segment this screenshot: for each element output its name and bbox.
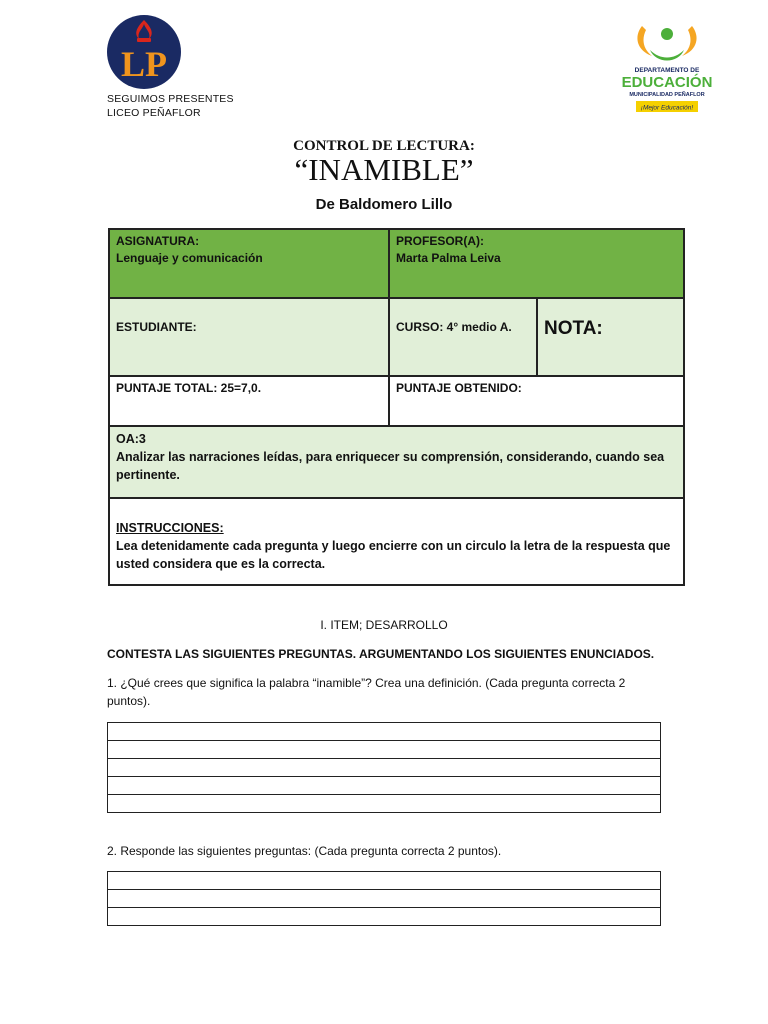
document-title: “INAMIBLE” [294,152,474,187]
answer-line[interactable] [108,741,660,759]
oa-label: OA:3 [116,432,146,446]
puntaje-obtenido-label: PUNTAJE OBTENIDO: [396,381,522,395]
answer-box-2[interactable] [107,871,661,926]
asignatura-value: Lenguaje y comunicación [116,251,263,265]
school-logo [106,14,182,90]
asignatura-label: ASIGNATURA: [116,234,200,248]
asignatura-cell [110,230,388,297]
answer-line[interactable] [108,908,660,926]
document-author: De Baldomero Lillo [315,196,453,213]
dept-logo-line-1: DEPARTAMENTO DE [634,67,700,74]
school-line-2: LICEO PEÑAFLOR [107,107,201,119]
dept-logo-tagline: ¡Mejor Educación! [640,104,694,112]
oa-text: Analizar las narraciones leídas, para enriquecer su comprensión, considerando, cuando sea pertinente. [116,450,665,482]
curso-cell [388,297,536,375]
instrucciones-label: INSTRUCCIONES: [116,521,224,535]
school-name [107,92,234,120]
section-heading: I. ITEM; DESARROLLO [320,618,448,632]
info-table [108,228,685,586]
answer-line[interactable] [108,890,660,908]
question-1: 1. ¿Qué crees que significa la palabra “inamible”? Crea una definición. (Cada pregunta correcta 2 puntos). [107,676,626,708]
profesor-cell [388,230,683,297]
answer-line[interactable] [108,872,660,890]
puntaje-total-cell [110,375,388,425]
estudiante-cell [110,297,388,375]
school-logo-letters: LP [120,44,168,84]
dept-logo-line-2: EDUCACIÓN [621,74,713,91]
instrucciones-text: Lea detenidamente cada pregunta y luego encierre con un circulo la letra de la respuesta que usted considera que es la correcta. [116,539,671,571]
estudiante-label: ESTUDIANTE: [116,320,197,334]
nota-cell [536,297,683,375]
nota-label: NOTA: [544,318,603,339]
dept-logo-line-3: MUNICIPALIDAD PEÑAFLOR [629,92,705,98]
school-line-1: SEGUIMOS PRESENTES [107,93,234,105]
oa-cell [110,425,683,497]
answer-line[interactable] [108,777,660,795]
document-title-label: CONTROL DE LECTURA: [293,138,475,154]
puntaje-total: PUNTAJE TOTAL: 25=7,0. [116,381,262,395]
question-2: 2. Responde las siguientes preguntas: (Cada pregunta correcta 2 puntos). [107,844,502,858]
education-department-logo [612,20,722,116]
answer-line[interactable] [108,795,660,813]
answer-line[interactable] [108,759,660,777]
profesor-label: PROFESOR(A): [396,234,484,248]
answer-line[interactable] [108,723,660,741]
answer-box-1[interactable] [107,722,661,813]
section-instruction: CONTESTA LAS SIGUIENTES PREGUNTAS. ARGUMENTANDO LOS SIGUIENTES ENUNCIADOS. [107,647,655,661]
puntaje-obtenido-cell [388,375,683,425]
profesor-value: Marta Palma Leiva [396,251,501,265]
curso-label: CURSO: 4° medio A. [396,320,512,334]
instrucciones-cell [110,497,683,584]
